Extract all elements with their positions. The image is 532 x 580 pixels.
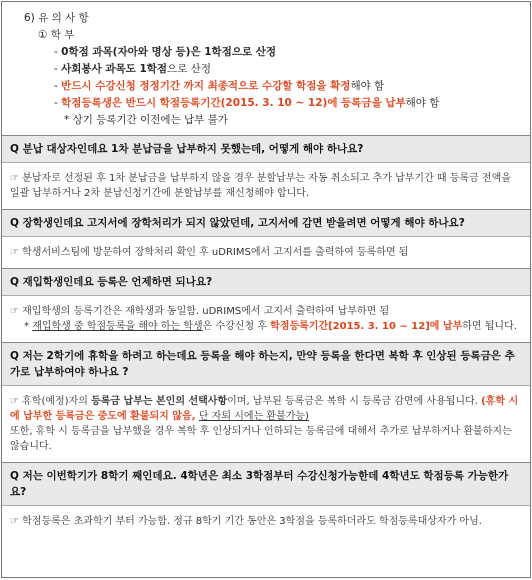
note-line: - 사회봉사 과목도 1학점으로 산정 bbox=[54, 63, 211, 75]
faq-answer-line: 또한, 휴학 시 등록금을 납부했을 경우 복학 후 인상되거나 인하되는 등록금에 대해서 추가로 납부하거나 환불하지는 않습니다. bbox=[10, 426, 512, 452]
faq-answer-note: * 재입학생 중 학점등록을 해야 하는 학생은 수강신청 후 학점등록기간[2015. 3. 10 ~ 12]에 납부하면 됩니다. bbox=[24, 321, 517, 332]
note-footnote: * 상기 등록기간 이전에는 납부 불가 bbox=[64, 114, 228, 126]
faq-answer: ☞ 학생서비스팀에 방문하여 장학처리 확인 후 uDRIMS에서 고지서를 출력하여 등록하면 됨 bbox=[10, 247, 409, 258]
note-line: - 반드시 수강신청 정정기간 까지 최종적으로 수강할 학점을 확정해야 함 bbox=[54, 80, 385, 92]
note-line: - 0학점 과목(자아와 명상 등)은 1학점으로 산정 bbox=[54, 46, 277, 58]
faq-question: Q 저는 이번학기가 8학기 째인데요. 4학년은 최소 3학점부터 수강신청가능한데 4학년도 학점등록 가능한가요? bbox=[2, 462, 530, 506]
faq-answer-line: ☞ 재입학생의 등록기간은 재학생과 동일함. uDRIMS에서 고지서 출력하여 납부하면 됨 bbox=[10, 306, 390, 317]
faq-answer: ☞ 분납자로 선정된 후 1차 분납금을 납부하지 않을 경우 분할납부는 자동 취소되고 추가 납부기간 때 등록금 전액을 일괄 납부하거나 2차 분납신청기간에 분할납부를 재신청해야 합니다. bbox=[10, 173, 511, 199]
faq-question: Q 장학생인데요 고지서에 장학처리가 되지 않았던데, 고지서에 감면 받을려면 어떻게 해야 하나요? bbox=[2, 209, 530, 237]
faq-answer: ☞ 학점등록은 초과학기 부터 가능함. 정규 8학기 기간 동안은 3학점을 등록하더라도 학점등록대상자가 아님. bbox=[10, 516, 482, 527]
faq-answer bbox=[2, 296, 530, 342]
faq-answer-line: ☞ 휴학(예정)자의 등록금 납부는 본인의 선택사항이며, 납부된 등록금은 복학 시 등록금 감면에 사용됩니다. (휴학 시에 납부한 등록금은 중도에 환불되지 않음, 단 자퇴 시에는 환불가능) bbox=[10, 396, 519, 422]
note-line: - 학점등록생은 반드시 학점등록기간(2015. 3. 10 ~ 12)에 등록금을 납부해야 함 bbox=[54, 97, 440, 109]
notes-heading: 6) 유 의 사 항 bbox=[24, 12, 89, 24]
faq-question: Q 분납 대상자인데요 1차 분납금을 납부하지 못했는데, 어떻게 해야 하나요? bbox=[2, 135, 530, 163]
faq-question: Q 저는 2학기에 휴학을 하려고 하는데요 등록을 해야 하는지, 만약 등록을 한다면 복학 후 인상된 등록금은 추가로 납부하여야 하나요 ? bbox=[2, 342, 530, 386]
document-page bbox=[1, 1, 531, 578]
faq-answer bbox=[2, 386, 530, 462]
notes-section bbox=[2, 2, 530, 135]
notes-subheading: ① 학 부 bbox=[38, 29, 75, 41]
faq-question: Q 재입학생인데요 등록은 언제하면 되나요? bbox=[2, 268, 530, 296]
